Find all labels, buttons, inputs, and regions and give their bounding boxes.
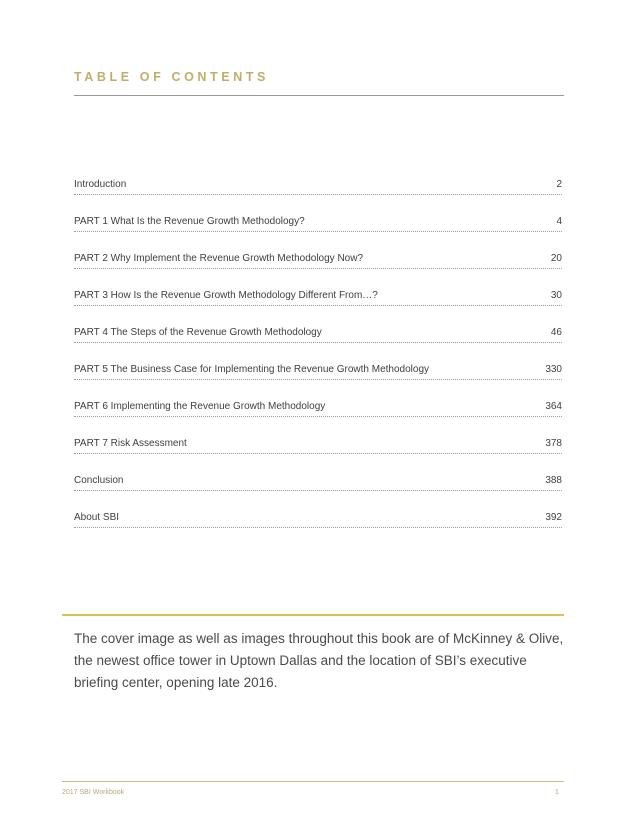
toc-entry-page: 330 xyxy=(545,364,562,375)
toc-entry-label: PART 3 How Is the Revenue Growth Methodology Different From…? xyxy=(74,290,378,301)
toc-entry-label: PART 7 Risk Assessment xyxy=(74,438,187,449)
toc-entry-label: About SBI xyxy=(74,512,120,523)
toc-entry-page: 46 xyxy=(550,327,562,338)
toc-entry-page: 20 xyxy=(550,253,562,264)
toc-entry-part-4[interactable] xyxy=(74,322,562,359)
toc-entry-introduction[interactable] xyxy=(74,174,562,211)
toc-entry-label: Conclusion xyxy=(74,475,124,486)
toc-entry-label: PART 4 The Steps of the Revenue Growth Methodology xyxy=(74,327,322,338)
table-of-contents xyxy=(74,174,562,544)
caption-divider xyxy=(62,614,564,616)
cover-image-caption: The cover image as well as images throughout this book are of McKinney & Olive, the newest office tower in Uptown Dallas and the location of SBI’s executive briefing center, opening late 2016. xyxy=(74,631,564,690)
toc-entry-label: PART 1 What Is the Revenue Growth Methodology? xyxy=(74,216,305,227)
toc-entry-part-2[interactable] xyxy=(74,248,562,285)
toc-entry-page: 2 xyxy=(556,179,562,190)
toc-entry-page: 378 xyxy=(545,438,562,449)
title-divider xyxy=(74,95,564,96)
toc-entry-label: Introduction xyxy=(74,179,127,190)
footer-publication: 2017 SBI Workbook xyxy=(62,789,125,796)
toc-entry-part-3[interactable] xyxy=(74,285,562,322)
toc-entry-about-sbi[interactable] xyxy=(74,507,562,544)
footer-divider xyxy=(62,781,564,782)
toc-entry-part-1[interactable] xyxy=(74,211,562,248)
toc-entry-page: 388 xyxy=(545,475,562,486)
page-title: TABLE OF CONTENTS xyxy=(74,70,269,84)
toc-entry-page: 30 xyxy=(550,290,562,301)
toc-entry-label: PART 5 The Business Case for Implementing the Revenue Growth Methodology xyxy=(74,364,430,375)
toc-entry-part-5[interactable] xyxy=(74,359,562,396)
toc-entry-page: 364 xyxy=(545,401,562,412)
toc-entry-part-7[interactable] xyxy=(74,433,562,470)
footer-page-number: 1 xyxy=(555,789,559,796)
toc-entry-label: PART 6 Implementing the Revenue Growth Methodology xyxy=(74,401,326,412)
toc-entry-part-6[interactable] xyxy=(74,396,562,433)
toc-entry-page: 4 xyxy=(556,216,562,227)
toc-entry-conclusion[interactable] xyxy=(74,470,562,507)
toc-entry-page: 392 xyxy=(545,512,562,523)
toc-entry-label: PART 2 Why Implement the Revenue Growth Methodology Now? xyxy=(74,253,364,264)
